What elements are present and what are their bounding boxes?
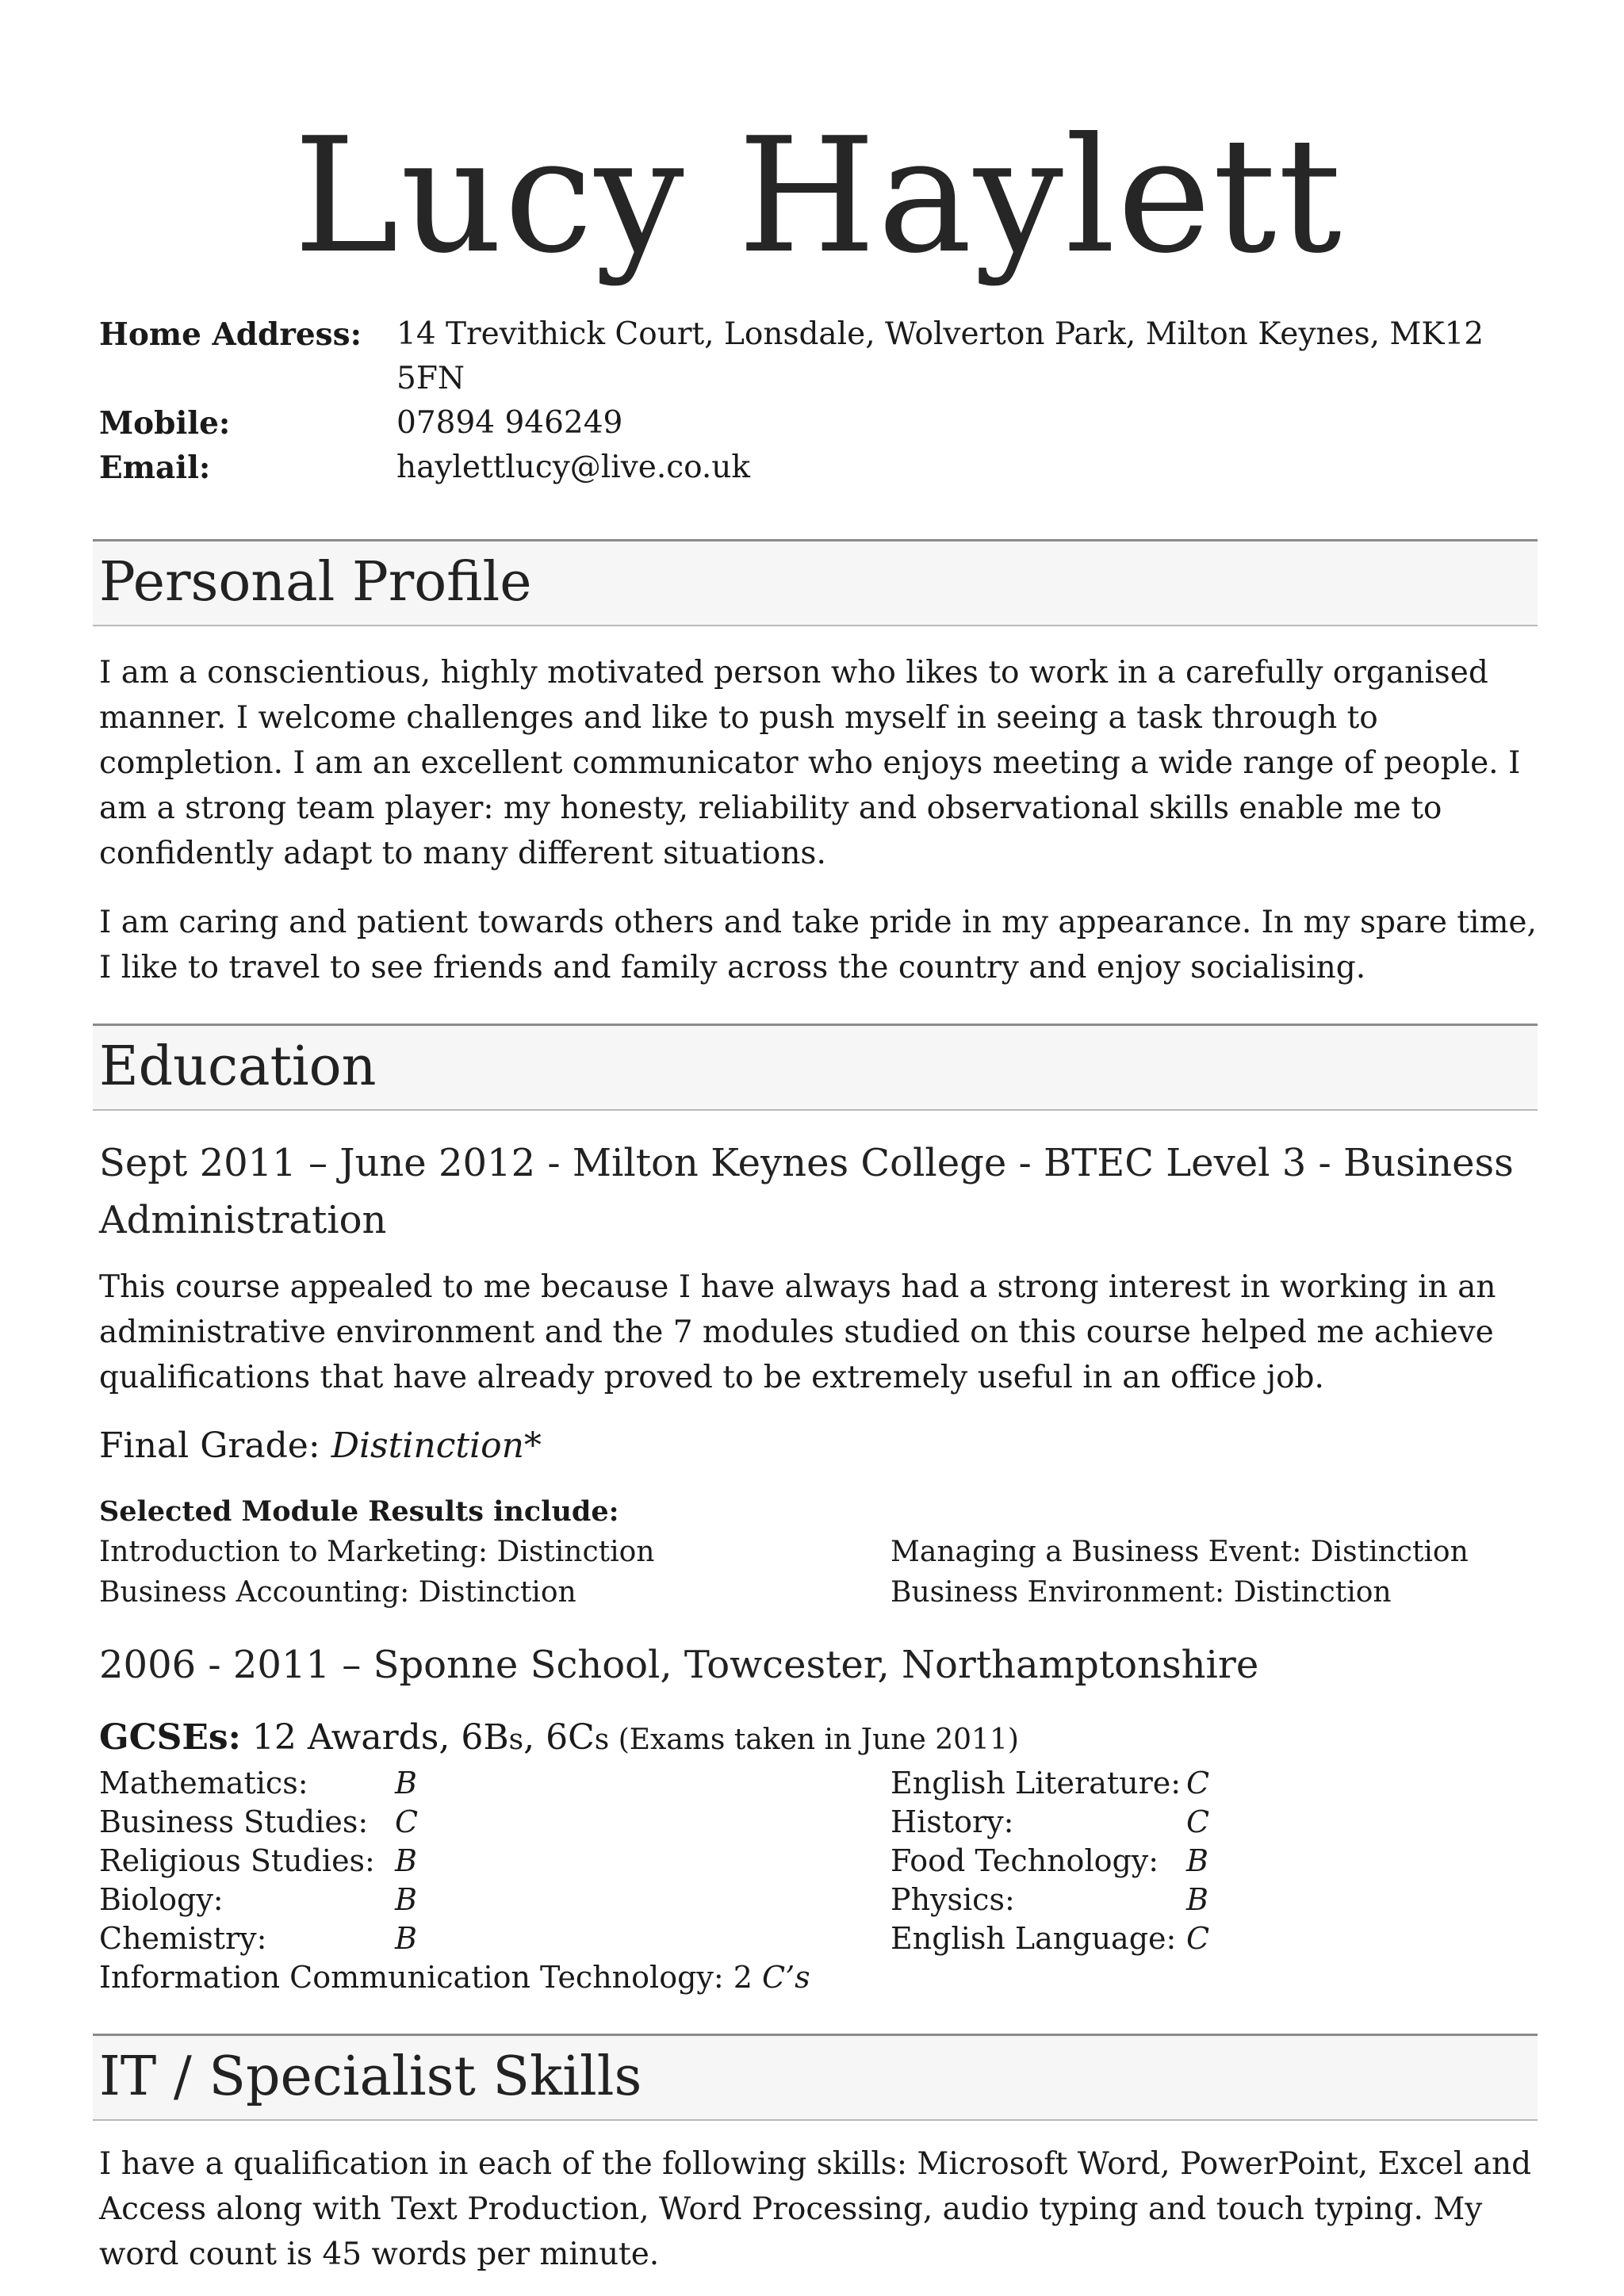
gcse-subject: Biology: bbox=[99, 1882, 224, 1917]
gcse-grade: B bbox=[395, 1882, 417, 1917]
module-result: Business Accounting: Distinction bbox=[99, 1576, 576, 1609]
mobile-value: 07894 946249 bbox=[396, 405, 623, 441]
college-course-title: Sept 2011 – June 2012 - Milton Keynes College - BTEC Level 3 - Business Administration bbox=[99, 1141, 1514, 1242]
ict-grade: C’s bbox=[762, 1960, 810, 1995]
gcse-note: (Exams taken in June 2011) bbox=[609, 1724, 1019, 1756]
candidate-name: Lucy Haylett bbox=[293, 104, 1343, 289]
gcse-subject: English Literature: bbox=[891, 1766, 1182, 1800]
gcse-suffix-1: s bbox=[508, 1724, 524, 1756]
gcse-label: GCSEs: bbox=[99, 1717, 241, 1758]
gcse-grade: B bbox=[1186, 1843, 1208, 1878]
gcse-grade: C bbox=[1186, 1766, 1210, 1800]
contact-row-address bbox=[99, 312, 1538, 401]
gcse-subject: Mathematics: bbox=[99, 1766, 308, 1800]
gcse-subject: History: bbox=[891, 1804, 1014, 1839]
gcse-subject: Chemistry: bbox=[99, 1921, 267, 1956]
address-value: 14 Trevithick Court, Lonsdale, Wolverton Park, Milton Keynes, MK12 5FN bbox=[396, 316, 1484, 396]
gcse-subject: Food Technology: bbox=[891, 1843, 1159, 1878]
gcse-grade: B bbox=[1186, 1882, 1208, 1917]
contact-row-mobile bbox=[99, 401, 1538, 446]
gcse-mid: , 6C bbox=[523, 1717, 595, 1758]
college-course-description: This course appealed to me because I have always had a strong interest in working in an administrative environment and the 7 modules studied on this course helped me achieve qualifications that have already proved to be extremely useful in an office job. bbox=[99, 1269, 1496, 1395]
final-grade-label: Final Grade: bbox=[99, 1425, 320, 1466]
gcse-suffix-2: s bbox=[594, 1724, 610, 1756]
module-result: Introduction to Marketing: Distinction bbox=[99, 1536, 655, 1568]
modules-heading: Selected Module Results include: bbox=[99, 1495, 619, 1528]
ict-result bbox=[99, 1958, 1538, 1997]
final-grade-value: Distinction* bbox=[331, 1425, 542, 1466]
email-label: Email: bbox=[99, 450, 211, 486]
gcse-grade: C bbox=[1186, 1804, 1210, 1839]
mobile-label: Mobile: bbox=[99, 405, 231, 442]
gcse-grade: B bbox=[395, 1843, 417, 1878]
profile-paragraph-2: I am caring and patient towards others and take pride in my appearance. In my spare time, I like to travel to see friends and family across the country and enjoy socialising. bbox=[99, 905, 1537, 985]
ict-label: Information Communication Technology: 2 bbox=[99, 1960, 762, 1995]
gcse-grade: B bbox=[395, 1766, 417, 1800]
gcse-subject: Business Studies: bbox=[99, 1804, 369, 1839]
section-heading-profile: Personal Profile bbox=[93, 539, 1538, 626]
module-results bbox=[99, 1532, 1538, 1613]
contact-details bbox=[99, 312, 1538, 490]
final-grade bbox=[99, 1422, 1538, 1470]
section-heading-skills: IT / Specialist Skills bbox=[93, 2034, 1538, 2121]
gcse-results bbox=[99, 1764, 1538, 1958]
gcse-grade: C bbox=[1186, 1921, 1210, 1956]
gcse-grade: C bbox=[395, 1804, 419, 1839]
gcse-grade: B bbox=[395, 1921, 417, 1956]
gcse-awards: 12 Awards, 6B bbox=[240, 1717, 509, 1758]
skills-paragraph: I have a qualification in each of the following skills: Microsoft Word, PowerPoint, Excel and Access along with Text Production, Word Processing, audio typing and touch typing. My word count is 45 words per minute. bbox=[99, 2146, 1532, 2272]
gcse-summary bbox=[99, 1714, 1538, 1764]
section-heading-education: Education bbox=[93, 1024, 1538, 1111]
module-result: Business Environment: Distinction bbox=[891, 1576, 1392, 1609]
address-label: Home Address: bbox=[99, 316, 362, 353]
module-result: Managing a Business Event: Distinction bbox=[891, 1536, 1469, 1568]
gcse-subject: English Language: bbox=[891, 1921, 1177, 1956]
gcse-subject: Physics: bbox=[891, 1882, 1015, 1917]
email-value: haylettlucy@live.co.uk bbox=[396, 450, 751, 485]
gcse-subject: Religious Studies: bbox=[99, 1843, 375, 1878]
school-title: 2006 - 2011 – Sponne School, Towcester, Northamptonshire bbox=[99, 1643, 1259, 1687]
contact-row-email bbox=[99, 446, 1538, 490]
profile-paragraph-1: I am a conscientious, highly motivated person who likes to work in a carefully organised manner. I welcome challenges and like to push myself in seeing a task through to completion. I am an excellent communicator who enjoys meeting a wide range of people. I am a strong team player: my honesty, reliability and observational skills enable me to confidently adapt to many different situations. bbox=[99, 655, 1521, 871]
